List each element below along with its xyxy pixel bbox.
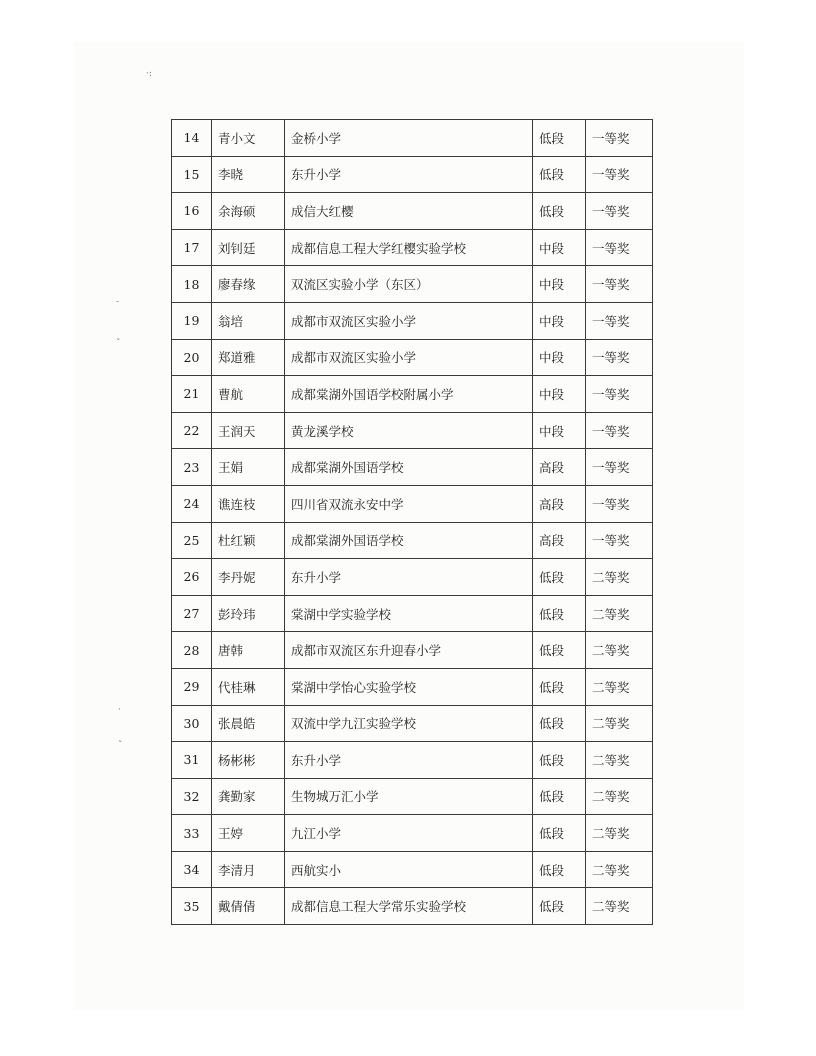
winner-name-cell: 李晓 (212, 156, 285, 193)
school-name-cell: 黄龙溪学校 (285, 412, 533, 449)
prize-level-cell: 二等奖 (586, 815, 653, 852)
school-name-cell: 成都棠湖外国语学校附属小学 (285, 376, 533, 413)
entry-number-cell: 22 (172, 412, 212, 449)
prize-level-cell: 二等奖 (586, 632, 653, 669)
table-row (172, 522, 653, 559)
prize-level-cell: 二等奖 (586, 595, 653, 632)
entry-number-cell: 32 (172, 778, 212, 815)
winner-name-cell: 彭玲玮 (212, 595, 285, 632)
school-name-cell: 成都信息工程大学红樱实验学校 (285, 229, 533, 266)
scan-speck: ˇ (116, 339, 121, 349)
grade-level-cell: 低段 (533, 193, 586, 230)
grade-level-cell: 低段 (533, 705, 586, 742)
winner-name-cell: 龚勤家 (212, 778, 285, 815)
school-name-cell: 生物城万汇小学 (285, 778, 533, 815)
entry-number-cell: 25 (172, 522, 212, 559)
scan-speck: ·: (146, 69, 152, 79)
winner-name-cell: 杜红颖 (212, 522, 285, 559)
table-row (172, 412, 653, 449)
grade-level-cell: 高段 (533, 522, 586, 559)
winner-name-cell: 青小文 (212, 120, 285, 157)
winner-name-cell: 廖春缘 (212, 266, 285, 303)
winner-name-cell: 杨彬彬 (212, 742, 285, 779)
scan-speck: - (116, 297, 120, 307)
school-name-cell: 棠湖中学实验学校 (285, 595, 533, 632)
entry-number-cell: 16 (172, 193, 212, 230)
grade-level-cell: 低段 (533, 632, 586, 669)
table-row (172, 559, 653, 596)
winner-name-cell: 余海硕 (212, 193, 285, 230)
scan-speck: · (118, 705, 121, 715)
school-name-cell: 成都市双流区东升迎春小学 (285, 632, 533, 669)
table-row (172, 595, 653, 632)
entry-number-cell: 31 (172, 742, 212, 779)
grade-level-cell: 低段 (533, 595, 586, 632)
school-name-cell: 成都棠湖外国语学校 (285, 522, 533, 559)
prize-level-cell: 二等奖 (586, 778, 653, 815)
school-name-cell: 东升小学 (285, 559, 533, 596)
school-name-cell: 双流区实验小学（东区） (285, 266, 533, 303)
grade-level-cell: 低段 (533, 851, 586, 888)
winner-name-cell: 李丹妮 (212, 559, 285, 596)
prize-level-cell: 一等奖 (586, 339, 653, 376)
grade-level-cell: 低段 (533, 559, 586, 596)
winner-name-cell: 翁培 (212, 302, 285, 339)
school-name-cell: 金桥小学 (285, 120, 533, 157)
prize-level-cell: 二等奖 (586, 851, 653, 888)
table-row (172, 376, 653, 413)
winner-name-cell: 张晨皓 (212, 705, 285, 742)
school-name-cell: 四川省双流永安中学 (285, 485, 533, 522)
prize-level-cell: 二等奖 (586, 705, 653, 742)
winner-name-cell: 王婷 (212, 815, 285, 852)
grade-level-cell: 高段 (533, 449, 586, 486)
table-row (172, 851, 653, 888)
prize-level-cell: 一等奖 (586, 376, 653, 413)
entry-number-cell: 24 (172, 485, 212, 522)
winner-name-cell: 唐韩 (212, 632, 285, 669)
grade-level-cell: 低段 (533, 668, 586, 705)
prize-level-cell: 二等奖 (586, 668, 653, 705)
entry-number-cell: 27 (172, 595, 212, 632)
winner-name-cell: 曹航 (212, 376, 285, 413)
prize-level-cell: 一等奖 (586, 156, 653, 193)
prize-level-cell: 二等奖 (586, 742, 653, 779)
entry-number-cell: 33 (172, 815, 212, 852)
grade-level-cell: 低段 (533, 742, 586, 779)
table-row (172, 266, 653, 303)
entry-number-cell: 18 (172, 266, 212, 303)
prize-level-cell: 一等奖 (586, 449, 653, 486)
award-rows (172, 120, 653, 925)
prize-level-cell: 一等奖 (586, 229, 653, 266)
winner-name-cell: 戴倩倩 (212, 888, 285, 925)
school-name-cell: 成都市双流区实验小学 (285, 302, 533, 339)
grade-level-cell: 低段 (533, 120, 586, 157)
grade-level-cell: 中段 (533, 376, 586, 413)
prize-level-cell: 一等奖 (586, 522, 653, 559)
table-row (172, 302, 653, 339)
winner-name-cell: 郑道雅 (212, 339, 285, 376)
prize-level-cell: 二等奖 (586, 888, 653, 925)
table-row (172, 742, 653, 779)
school-name-cell: 东升小学 (285, 742, 533, 779)
winner-name-cell: 代桂琳 (212, 668, 285, 705)
grade-level-cell: 中段 (533, 412, 586, 449)
prize-level-cell: 一等奖 (586, 412, 653, 449)
school-name-cell: 成都市双流区实验小学 (285, 339, 533, 376)
award-list-table (171, 119, 653, 925)
entry-number-cell: 14 (172, 120, 212, 157)
winner-name-cell: 李清月 (212, 851, 285, 888)
table-row (172, 632, 653, 669)
school-name-cell: 成都棠湖外国语学校 (285, 449, 533, 486)
winner-name-cell: 王娟 (212, 449, 285, 486)
winner-name-cell: 谯连枝 (212, 485, 285, 522)
entry-number-cell: 26 (172, 559, 212, 596)
table-row (172, 339, 653, 376)
table-row (172, 815, 653, 852)
table-row (172, 778, 653, 815)
grade-level-cell: 中段 (533, 266, 586, 303)
table-row (172, 705, 653, 742)
grade-level-cell: 低段 (533, 778, 586, 815)
table-row (172, 668, 653, 705)
prize-level-cell: 一等奖 (586, 302, 653, 339)
grade-level-cell: 低段 (533, 815, 586, 852)
prize-level-cell: 一等奖 (586, 485, 653, 522)
entry-number-cell: 23 (172, 449, 212, 486)
school-name-cell: 双流中学九江实验学校 (285, 705, 533, 742)
table-row (172, 449, 653, 486)
school-name-cell: 成都信息工程大学常乐实验学校 (285, 888, 533, 925)
scan-speck: ˇ (118, 741, 123, 751)
entry-number-cell: 19 (172, 302, 212, 339)
entry-number-cell: 35 (172, 888, 212, 925)
entry-number-cell: 17 (172, 229, 212, 266)
school-name-cell: 九江小学 (285, 815, 533, 852)
table-row (172, 156, 653, 193)
table-row (172, 485, 653, 522)
table-row (172, 888, 653, 925)
table-row (172, 229, 653, 266)
prize-level-cell: 二等奖 (586, 559, 653, 596)
prize-level-cell: 一等奖 (586, 193, 653, 230)
winner-name-cell: 王润天 (212, 412, 285, 449)
entry-number-cell: 34 (172, 851, 212, 888)
entry-number-cell: 20 (172, 339, 212, 376)
prize-level-cell: 一等奖 (586, 120, 653, 157)
grade-level-cell: 高段 (533, 485, 586, 522)
winner-name-cell: 刘钊廷 (212, 229, 285, 266)
entry-number-cell: 15 (172, 156, 212, 193)
grade-level-cell: 低段 (533, 888, 586, 925)
table-row (172, 120, 653, 157)
school-name-cell: 棠湖中学怡心实验学校 (285, 668, 533, 705)
entry-number-cell: 28 (172, 632, 212, 669)
table-row (172, 193, 653, 230)
school-name-cell: 西航实小 (285, 851, 533, 888)
entry-number-cell: 29 (172, 668, 212, 705)
entry-number-cell: 21 (172, 376, 212, 413)
grade-level-cell: 中段 (533, 339, 586, 376)
prize-level-cell: 一等奖 (586, 266, 653, 303)
grade-level-cell: 低段 (533, 156, 586, 193)
entry-number-cell: 30 (172, 705, 212, 742)
school-name-cell: 成信大红樱 (285, 193, 533, 230)
grade-level-cell: 中段 (533, 302, 586, 339)
grade-level-cell: 中段 (533, 229, 586, 266)
school-name-cell: 东升小学 (285, 156, 533, 193)
